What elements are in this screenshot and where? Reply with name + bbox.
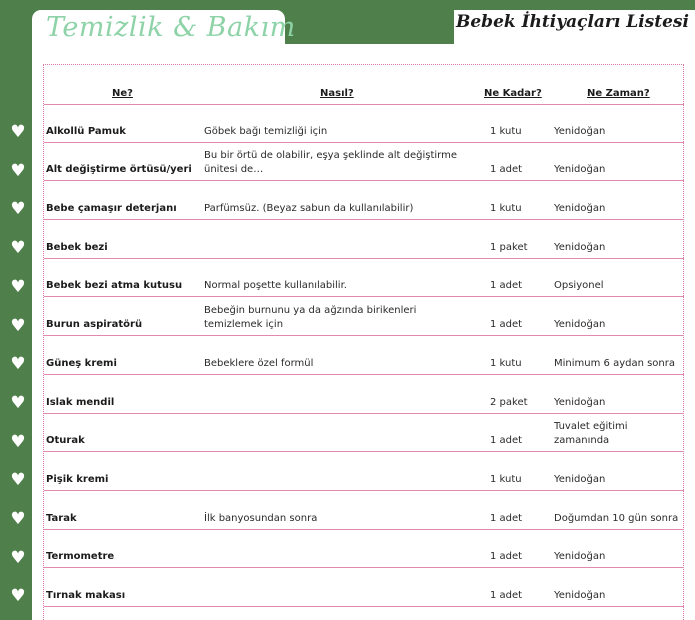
item-quantity: 1 kutu	[490, 357, 522, 369]
item-timing: Tuvalet eğitimi zamanında	[554, 421, 628, 447]
heart-icon: ♥	[10, 199, 26, 220]
item-timing: Yenidoğan	[554, 164, 606, 176]
item-timing: Yenidoğan	[554, 551, 606, 563]
item-quantity: 1 adet	[490, 589, 523, 601]
table-row	[44, 104, 684, 143]
item-note: Normal poşette kullanılabilir.	[204, 280, 347, 292]
column-header-when: Ne Zaman?	[587, 88, 650, 99]
list-title: Bebek İhtiyaçları Listesi	[456, 12, 689, 32]
item-quantity: 2 paket	[490, 396, 528, 408]
table-row	[44, 220, 684, 259]
item-name: Burun aspiratörü	[46, 319, 143, 331]
item-name: Bebek bezi	[46, 241, 108, 253]
item-quantity: 1 adet	[490, 435, 523, 447]
column-header-quantity: Ne Kadar?	[484, 88, 542, 99]
item-name: Tırnak makası	[46, 589, 126, 601]
item-quantity: 1 adet	[490, 280, 523, 292]
item-note: Bebeklere özel formül	[204, 357, 314, 369]
item-quantity: 1 adet	[490, 551, 523, 563]
item-quantity: 1 adet	[490, 512, 523, 524]
table-row	[44, 181, 684, 220]
item-name: Termometre	[46, 551, 115, 563]
item-name: Islak mendil	[46, 396, 115, 408]
column-header-what: Ne?	[112, 88, 133, 99]
table-row	[44, 452, 684, 491]
heart-icon: ♥	[10, 315, 26, 336]
item-quantity: 1 kutu	[490, 473, 522, 485]
heart-icon: ♥	[10, 431, 26, 452]
table-header	[44, 86, 684, 105]
table-row	[44, 375, 684, 414]
heart-icon: ♥	[10, 122, 26, 142]
item-timing: Yenidoğan	[554, 396, 606, 408]
item-name: Oturak	[46, 435, 85, 447]
heart-icon: ♥	[10, 392, 26, 413]
item-timing: Yenidoğan	[554, 319, 606, 331]
heart-column	[0, 0, 32, 620]
item-timing: Yenidoğan	[554, 589, 606, 601]
heart-icon: ♥	[10, 586, 26, 607]
item-note: Bebeğin burnunu ya da ağzında birikenleri temizlemek için	[204, 305, 417, 331]
heart-icon: ♥	[10, 547, 26, 568]
table-row	[44, 297, 684, 336]
item-name: Alt değiştirme örtüsü/yeri	[46, 164, 192, 176]
table-body	[44, 104, 684, 607]
heart-icon: ♥	[10, 470, 26, 491]
item-quantity: 1 paket	[490, 241, 528, 253]
item-name: Tarak	[46, 512, 77, 524]
table-row	[44, 259, 684, 298]
item-name: Pişik kremi	[46, 473, 109, 485]
table-row	[44, 491, 684, 530]
item-name: Alkollü Pamuk	[46, 125, 126, 137]
item-note: İlk banyosundan sonra	[204, 512, 318, 524]
item-quantity: 1 kutu	[490, 125, 522, 137]
item-timing: Yenidoğan	[554, 125, 606, 137]
item-timing: Yenidoğan	[554, 203, 606, 215]
item-note: Parfümsüz. (Beyaz sabun da kullanılabilir)	[204, 203, 414, 215]
heart-icon: ♥	[10, 160, 26, 181]
heart-icon: ♥	[10, 238, 26, 259]
table-row	[44, 336, 684, 375]
section-title: Temizlik & Bakım	[46, 12, 296, 43]
column-header-how: Nasıl?	[320, 88, 354, 99]
item-name: Güneş kremi	[46, 357, 117, 369]
item-timing: Doğumdan 10 gün sonra	[554, 512, 679, 524]
item-note: Göbek bağı temizliği için	[204, 125, 328, 137]
item-timing: Yenidoğan	[554, 241, 606, 253]
item-timing: Minimum 6 aydan sonra	[554, 357, 676, 369]
item-note: Bu bir örtü de olabilir, eşya şeklinde alt değiştirme ünitesi de…	[204, 150, 457, 176]
item-timing: Yenidoğan	[554, 473, 606, 485]
item-quantity: 1 adet	[490, 164, 523, 176]
item-name: Bebe çamaşır deterjanı	[46, 203, 177, 215]
table-row	[44, 143, 684, 182]
heart-icon: ♥	[10, 354, 26, 375]
table-row	[44, 530, 684, 569]
item-quantity: 1 adet	[490, 319, 523, 331]
item-name: Bebek bezi atma kutusu	[46, 280, 183, 292]
heart-icon: ♥	[10, 276, 26, 297]
item-quantity: 1 kutu	[490, 203, 522, 215]
table-row	[44, 414, 684, 453]
item-timing: Opsiyonel	[554, 280, 604, 292]
heart-icon: ♥	[10, 509, 26, 529]
table-row	[44, 568, 684, 607]
